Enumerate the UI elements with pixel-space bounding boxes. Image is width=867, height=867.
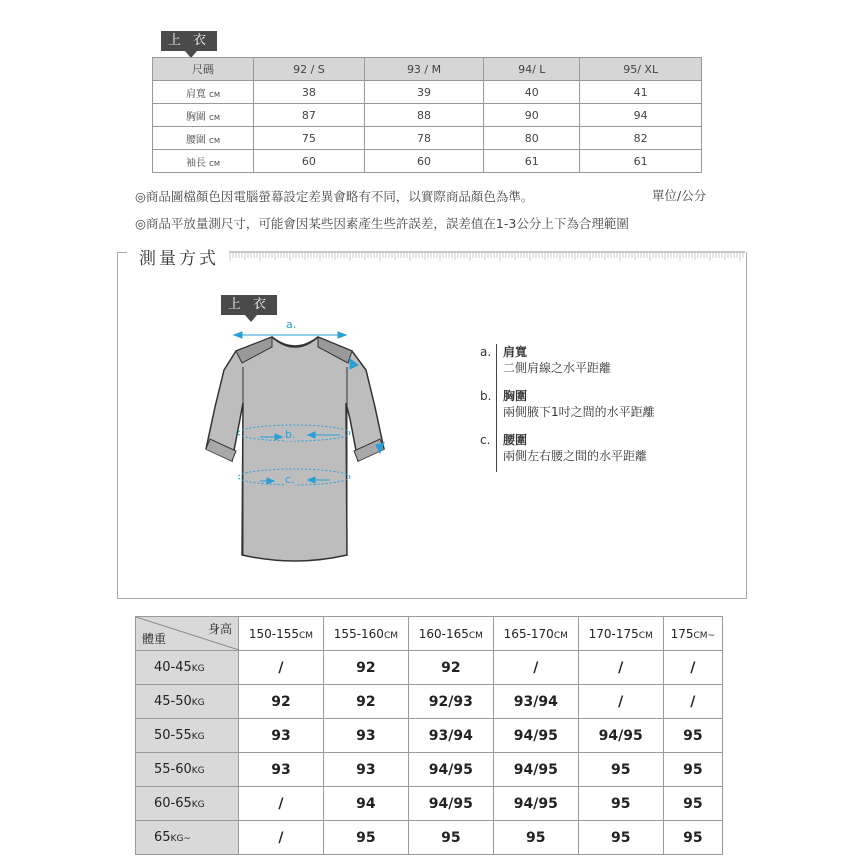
table-cell: 90 — [484, 104, 580, 127]
size-col-header: 92 / S — [254, 58, 365, 81]
table-cell: 92/93 — [408, 685, 493, 719]
row-label: 袖長 — [185, 157, 206, 169]
table-cell: 82 — [580, 127, 702, 150]
table-cell: 94/95 — [408, 753, 493, 787]
table-cell: 75 — [254, 127, 365, 150]
table-cell: 95 — [578, 753, 663, 787]
row-label: 肩寬 — [185, 88, 206, 100]
corner-cell — [136, 617, 239, 651]
table-header-row — [136, 617, 723, 651]
table-cell: 60 — [364, 150, 483, 173]
table-cell: 95 — [663, 719, 722, 753]
table-cell: 93/94 — [408, 719, 493, 753]
table-cell: 94/95 — [408, 787, 493, 821]
shirt-shape — [206, 337, 384, 561]
table-cell: 80 — [484, 127, 580, 150]
table-cell: 93 — [323, 753, 408, 787]
table-cell: 93 — [239, 753, 324, 787]
table-row — [136, 753, 723, 787]
table-cell: / — [663, 685, 722, 719]
table-row — [136, 685, 723, 719]
table-cell: 93 — [323, 719, 408, 753]
table-cell: 92 — [239, 685, 324, 719]
legend-key: c. — [480, 433, 491, 447]
size-col-header: 93 / M — [364, 58, 483, 81]
table-cell: 92 — [323, 685, 408, 719]
color-disclaimer-note: ◎商品圖檔顏色因電腦螢幕設定差異會略有不同，以實際商品顏色為準。 — [135, 189, 534, 204]
table-cell: 95 — [663, 821, 722, 855]
height-col-header: 170-175CM — [578, 617, 663, 651]
legend-name: 胸圍 — [503, 389, 528, 403]
row-unit: CM — [209, 136, 221, 145]
table-cell: 95 — [663, 753, 722, 787]
table-cell: 95 — [578, 787, 663, 821]
table-cell: 95 — [408, 821, 493, 855]
table-row — [136, 719, 723, 753]
legend-desc: 二側肩線之水平距離 — [503, 361, 612, 375]
table-row — [136, 651, 723, 685]
height-col-header: 160-165CM — [408, 617, 493, 651]
ruler-decoration — [229, 249, 745, 261]
size-col-header: 94/ L — [484, 58, 580, 81]
table-cell: 61 — [580, 150, 702, 173]
height-col-header: 150-155CM — [239, 617, 324, 651]
table-cell: 61 — [484, 150, 580, 173]
table-cell: 87 — [254, 104, 365, 127]
legend-divider — [496, 344, 497, 472]
table-cell: / — [493, 651, 578, 685]
height-col-header: 165-170CM — [493, 617, 578, 651]
marker-a: a. — [286, 318, 297, 331]
weight-row-header: 60-65KG — [136, 787, 239, 821]
panel-top-left-line — [117, 252, 127, 253]
height-col-header: 175CM~ — [663, 617, 722, 651]
table-cell: 95 — [493, 821, 578, 855]
legend-item — [480, 344, 740, 375]
table-cell: 94 — [323, 787, 408, 821]
top-category-tag: 上 衣 — [161, 31, 217, 51]
table-row — [153, 127, 702, 150]
legend-name: 肩寬 — [503, 345, 528, 359]
table-cell: 95 — [578, 821, 663, 855]
legend-desc: 兩側腋下1吋之間的水平距離 — [503, 405, 655, 419]
table-cell: 60 — [254, 150, 365, 173]
table-row — [153, 81, 702, 104]
table-cell: 94/95 — [493, 753, 578, 787]
table-row — [136, 787, 723, 821]
unit-note: 單位/公分 — [652, 188, 707, 203]
weight-row-header: 50-55KG — [136, 719, 239, 753]
row-label: 胸圍 — [185, 111, 206, 123]
table-cell: 40 — [484, 81, 580, 104]
row-unit: CM — [209, 159, 221, 168]
table-cell: 41 — [580, 81, 702, 104]
row-label: 腰圍 — [185, 134, 206, 146]
row-unit: CM — [209, 113, 221, 122]
table-cell: / — [663, 651, 722, 685]
table-cell: 92 — [323, 651, 408, 685]
height-col-header: 155-160CM — [323, 617, 408, 651]
arrowhead — [234, 332, 242, 338]
legend-desc: 兩側左右腰之間的水平距離 — [503, 449, 648, 463]
table-cell: 94/95 — [578, 719, 663, 753]
table-cell: 39 — [364, 81, 483, 104]
weight-row-header: 65KG~ — [136, 821, 239, 855]
legend-item — [480, 388, 740, 419]
table-cell: 93/94 — [493, 685, 578, 719]
table-cell: 95 — [323, 821, 408, 855]
weight-row-header: 55-60KG — [136, 753, 239, 787]
table-row — [136, 821, 723, 855]
table-cell: 94 — [580, 104, 702, 127]
size-table — [152, 57, 702, 173]
table-cell: 38 — [254, 81, 365, 104]
size-header-label: 尺碼 — [153, 58, 254, 81]
table-cell: 92 — [408, 651, 493, 685]
arrowhead — [338, 332, 346, 338]
table-cell: 94/95 — [493, 719, 578, 753]
marker-b: b. — [285, 428, 296, 441]
corner-height-label: 身高 — [207, 622, 232, 636]
size-table-header-row — [153, 58, 702, 81]
corner-weight-label: 體重 — [142, 632, 167, 646]
table-cell: / — [239, 651, 324, 685]
table-cell: / — [578, 685, 663, 719]
weight-row-header: 40-45KG — [136, 651, 239, 685]
table-cell: / — [239, 821, 324, 855]
table-cell: / — [578, 651, 663, 685]
table-row — [153, 150, 702, 173]
table-cell: / — [239, 787, 324, 821]
table-cell: 94/95 — [493, 787, 578, 821]
measure-title: 測量方式 — [135, 244, 223, 269]
garment-diagram — [190, 315, 400, 570]
table-cell: 88 — [364, 104, 483, 127]
measurement-error-note: ◎商品平放量測尺寸，可能會因某些因素產生些許誤差，誤差值在1-3公分上下為合理範圍 — [135, 216, 629, 231]
row-unit: CM — [209, 90, 221, 99]
height-weight-table — [135, 616, 723, 855]
weight-row-header: 45-50KG — [136, 685, 239, 719]
size-col-header: 95/ XL — [580, 58, 702, 81]
legend-key: a. — [480, 345, 492, 359]
marker-c: c. — [285, 473, 295, 486]
table-row — [153, 104, 702, 127]
legend-key: b. — [480, 389, 492, 403]
table-cell: 78 — [364, 127, 483, 150]
garment-category-tag: 上 衣 — [221, 295, 277, 315]
table-cell: 93 — [239, 719, 324, 753]
legend-name: 腰圍 — [503, 433, 528, 447]
legend-item — [480, 432, 740, 463]
table-cell: 95 — [663, 787, 722, 821]
